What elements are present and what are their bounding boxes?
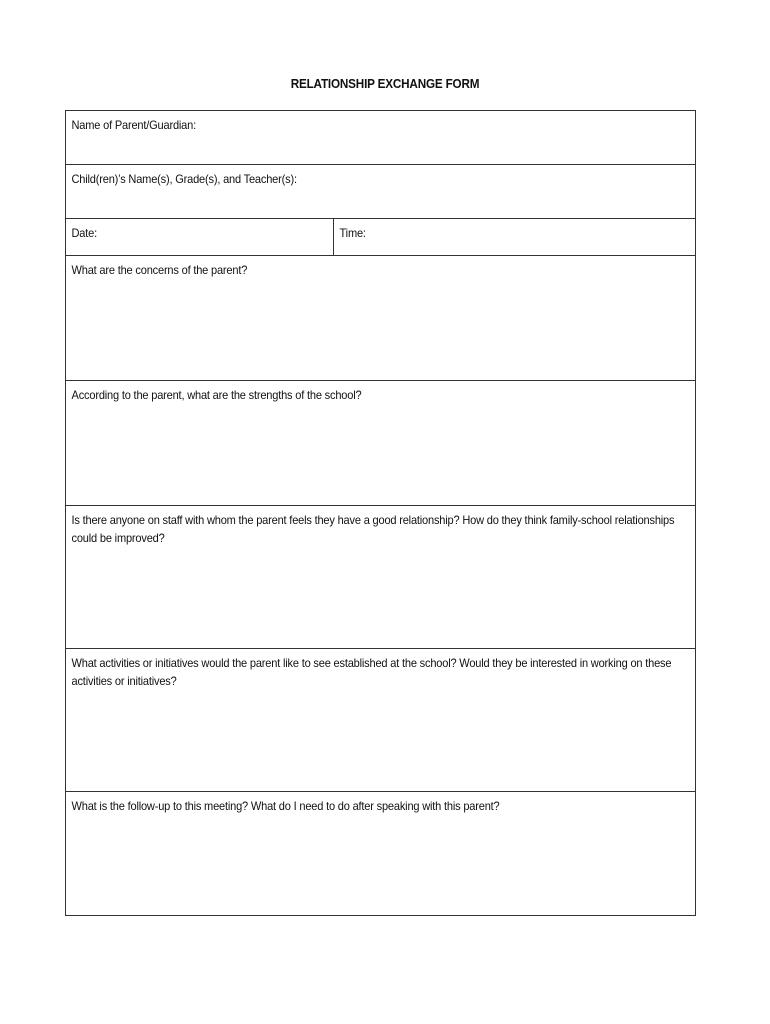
strengths-row	[66, 381, 695, 506]
strengths-label: According to the parent, what are the strengths of the school?	[71, 388, 362, 402]
parent-name-row	[66, 111, 695, 165]
time-label: Time:	[339, 226, 366, 240]
relationship-exchange-form	[65, 110, 696, 916]
activities-label: What activities or initiatives would the parent like to see established at the school? Would they be interested in working on these activities or initiatives?	[71, 656, 672, 688]
form-title: RELATIONSHIP EXCHANGE FORM	[290, 76, 480, 91]
date-time-row	[66, 219, 695, 256]
parent-name-label: Name of Parent/Guardian:	[71, 118, 196, 132]
relationships-row	[66, 506, 695, 649]
concerns-label: What are the concerns of the parent?	[71, 263, 248, 277]
time-cell	[334, 219, 695, 255]
concerns-row	[66, 256, 695, 381]
activities-row	[66, 649, 695, 792]
date-cell	[66, 219, 334, 255]
relationships-label: Is there anyone on staff with whom the parent feels they have a good relationship? How do they think family-school relationships could be improved?	[71, 513, 675, 545]
date-label: Date:	[71, 226, 97, 240]
follow-up-row	[66, 792, 695, 915]
children-label: Child(ren)’s Name(s), Grade(s), and Teacher(s):	[71, 172, 297, 186]
children-row	[66, 165, 695, 219]
follow-up-label: What is the follow-up to this meeting? What do I need to do after speaking with this parent?	[71, 799, 500, 813]
